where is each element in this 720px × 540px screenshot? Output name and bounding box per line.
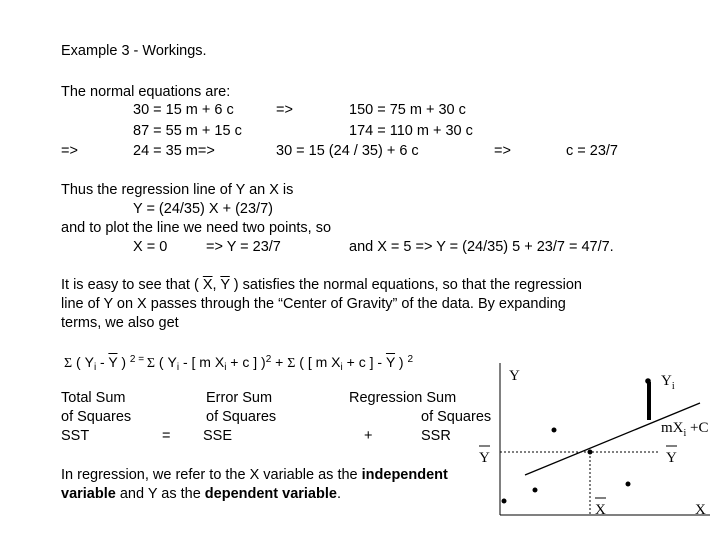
sigma-1: Σ	[64, 356, 73, 371]
data-point	[502, 499, 507, 504]
equals-sign: =	[162, 428, 171, 444]
superscript-2: 2	[265, 354, 272, 365]
intro-text: The normal equations are:	[61, 84, 231, 100]
mxi-label	[661, 420, 709, 439]
sse-label: SSE	[203, 428, 233, 444]
equation-a1: 30 = 15 m + 6 c	[133, 102, 234, 118]
yi-subscript: i	[671, 381, 675, 392]
y-bar: $\overline{Y}$	[108, 354, 118, 370]
superscript-2: 2	[129, 354, 136, 365]
total-sum-label: Total Sum	[61, 390, 126, 406]
sigma-3: Σ	[287, 356, 296, 371]
total-sum-label: of Squares	[61, 409, 132, 425]
c-result: c = 23/7	[566, 143, 618, 159]
formula-part: ( [ m X	[295, 354, 341, 370]
yi-label	[661, 373, 675, 392]
xbar-label: X	[595, 502, 606, 518]
subscript-i: i	[224, 362, 227, 373]
regression-line1: Thus the regression line of Y an X is	[61, 182, 294, 198]
equation-b3: 30 = 15 (24 / 35) + 6 c	[276, 143, 419, 159]
equation-b1: 150 = 75 m + 30 c	[349, 102, 466, 118]
formula-part: + c ] )	[226, 354, 266, 370]
formula-part: - [ m X	[179, 354, 225, 370]
subscript-i: i	[340, 362, 343, 373]
mxi-subscript: i	[683, 428, 687, 439]
mxi-c-text: +C	[686, 420, 709, 436]
equation-b2: 174 = 110 m + 30 c	[349, 123, 473, 139]
formula-plus: +	[271, 354, 288, 370]
regression-sum-label: of Squares	[421, 409, 492, 425]
regression-sum-label: Regression Sum	[349, 390, 457, 406]
y-axis-label: Y	[509, 368, 520, 384]
formula-part: )	[117, 354, 130, 370]
cog-line3: terms, we also get	[61, 315, 179, 331]
formula-part: + c ] -	[342, 354, 386, 370]
regression-line3: and to plot the line we need two points, so	[61, 220, 332, 236]
x-bar: $\overline{X}$	[202, 277, 213, 293]
x0-result: => Y = 23/7	[206, 239, 281, 255]
y-bar: $\overline{Y}$	[385, 354, 396, 370]
x0-point: X = 0	[133, 239, 168, 255]
independent-term: independent	[361, 467, 448, 483]
equation-a2: 87 = 55 m + 15 c	[133, 123, 242, 139]
regression-line2: Y = (24/35) X + (23/7)	[133, 201, 273, 217]
cog-line1-post: ) satisfies the normal equations, so that the regression	[229, 277, 582, 293]
superscript-2: 2	[407, 354, 414, 365]
cog-comma: ,	[212, 277, 217, 293]
sst-label: SST	[61, 428, 90, 444]
data-point	[645, 378, 651, 384]
cog-line1-pre: It is easy to see that (	[61, 277, 199, 293]
formula-part: ( Y	[155, 354, 177, 370]
equation-a3: 24 = 35 m=>	[133, 143, 215, 159]
data-point	[533, 488, 538, 493]
arrow-3: =>	[494, 143, 511, 159]
closing-text: .	[336, 486, 341, 502]
closing-text: In regression, we refer to the X variable as the	[61, 467, 362, 483]
arrow-left: =>	[61, 143, 78, 159]
x5-point: and X = 5 => Y = (24/35) 5 + 23/7 = 47/7.	[349, 239, 614, 255]
closing-text: and Y as the	[115, 486, 205, 502]
ssr-label: SSR	[421, 428, 451, 444]
cog-line2: line of Y on X passes through the “Center of Gravity” of the data. By expanding	[61, 296, 566, 312]
subscript-i: i	[176, 362, 180, 373]
sigma-2: Σ	[146, 356, 156, 371]
arrow-1: =>	[276, 102, 293, 118]
plus-sign: +	[364, 428, 373, 444]
centroid-point	[588, 450, 593, 455]
data-point	[626, 482, 631, 487]
ybar-left-label: Y	[479, 450, 490, 466]
ybar-right-label: Y	[666, 450, 677, 466]
formula-part: )	[395, 354, 408, 370]
subscript-i: i	[93, 362, 97, 373]
data-point	[552, 428, 557, 433]
yi-text: Y	[661, 373, 672, 389]
y-bar: $\overline{Y}$	[220, 277, 230, 293]
formula-equals: =	[135, 354, 147, 365]
formula-part: -	[96, 354, 109, 370]
mxi-text: mX	[661, 420, 684, 436]
formula-part: ( Y	[72, 354, 94, 370]
dependent-term: dependent variable	[204, 486, 337, 502]
error-sum-label: Error Sum	[206, 390, 273, 406]
page-title: Example 3 - Workings.	[61, 43, 207, 59]
x-axis-label: X	[695, 502, 706, 518]
error-sum-label: of Squares	[206, 409, 277, 425]
variable-term: variable	[61, 486, 116, 502]
